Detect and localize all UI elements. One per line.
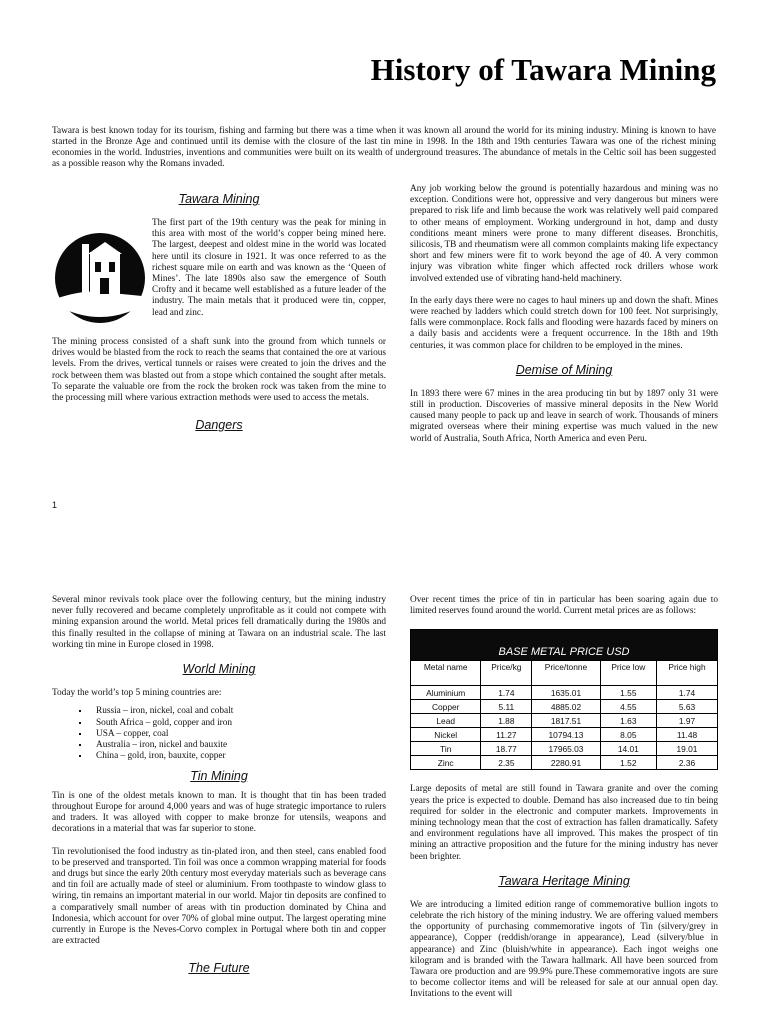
table-cell: 10794.13 — [532, 728, 600, 742]
page-two-left-column — [52, 595, 386, 987]
table-cell: 1.97 — [656, 714, 717, 728]
table-cell: 1.55 — [600, 686, 656, 700]
table-cell: 18.77 — [481, 742, 532, 756]
table-cell: 1.52 — [600, 756, 656, 770]
page-number: 1 — [52, 500, 58, 510]
page-two-right-column — [410, 595, 718, 1012]
column-header: Price high — [656, 661, 717, 686]
column-header: Price low — [600, 661, 656, 686]
list-item: ▪ China – gold, iron, bauxite, copper — [90, 751, 386, 762]
table-cell: Tin — [411, 742, 481, 756]
table-cell: 11.48 — [656, 728, 717, 742]
mine-engine-house-icon — [52, 230, 148, 326]
list-item: ▪ Russia – iron, nickel, coal and cobalt — [90, 706, 386, 717]
heading-tawara-heritage-mining: Tawara Heritage Mining — [498, 873, 630, 888]
tin-mining-p2: Tin revolutionised the food industry as tin-plated iron, and then steel, cans enabled food to be preserved and transported. Tin foil was once a common wrapping material for foods and drugs but since the early 20th century most everyday materials such as beverage cans and tin foil are actually made of steel or aluminium. From toothpaste to window glass to wiring, tin remains an important material in our world. Major tin deposits are confined to a comparatively small number of areas with tin production dominated by China and Indonesia, which account for over 70% of global mine output. The largest operating mine currently in Europe is the Neves-Corvo complex in Portugal where both tin and copper are extracted — [52, 846, 386, 947]
intro-paragraph: Tawara is best known today for its tourism, fishing and farming but there was a time when it was known all around the world for its mining industry. Mining is known to have started in the Bronze Age and continued until its demise with the closure of the last tin mine in 1998. In the 18th and 19th centuries Tawara was one of the richest mining economies in the world. Industries, inventions and communities were built on its wealth of underground treasures. The abundance of metals in the Celtic soil has been suggested as a possible reason why the Romans invaded. — [52, 126, 716, 170]
table-cell: 19.01 — [656, 742, 717, 756]
table-cell: 8.05 — [600, 728, 656, 742]
heritage-p1: We are introducing a limited edition range of commemorative bullion ingots to celebrate the rich history of the mining industry. We are offering valued members the opportunity of purchasing commemorative ingots of Tin (silvery/grey in appearance), Copper (reddish/orange in appearance), Lead (silvery/blue in appearance) and Zinc (bluish/white in appearance). Each ingot weighs one kilogram and is branded with the Tawara hallmark. All have been sourced from Tawara ore production and are 99.9% pure.These commemorative ingots are sure to become collector items and will be released for sale at our annual open day. Invitations to the event will — [410, 899, 718, 1000]
column-header: Price/tonne — [532, 661, 600, 686]
table-cell: Zinc — [411, 756, 481, 770]
table-cell: Copper — [411, 700, 481, 714]
table-cell: 2280.91 — [532, 756, 600, 770]
price-table-wrap — [410, 629, 718, 770]
table-cell: 2.35 — [481, 756, 532, 770]
table-cell: 1.74 — [656, 686, 717, 700]
table-cell: 5.11 — [481, 700, 532, 714]
table-cell: 1817.51 — [532, 714, 600, 728]
table-cell: 4.55 — [600, 700, 656, 714]
heading-world-mining: World Mining — [182, 662, 256, 677]
table-cell: 14.01 — [600, 742, 656, 756]
table-cell: 1.63 — [600, 714, 656, 728]
table-row — [411, 714, 718, 728]
tawara-mining-p2: The mining process consisted of a shaft sunk into the ground from which tunnels or drives would be blasted from the rock to reach the seams that contained the ore at various levels. From the drives, vertical tunnels or raises were created to join the drives and the rock between them was blasted out from a stope which contained the sought after metals. To separate the valuable ore from the rock the broken rock was taken from the mine to the processing mill where various extraction methods were used to access the metals. — [52, 337, 386, 404]
top-mining-countries-list — [52, 706, 386, 762]
table-cell: 2.36 — [656, 756, 717, 770]
table-cell: 1.74 — [481, 686, 532, 700]
tawara-mining-p1: The first part of the 19th century was the peak for mining in this area with most of the world’s copper being mined here. The largest, deepest and oldest mine in the world was located here until its closure in 1921. It was once referred to as the richest square mile on earth and was known as the ‘Queen of Mines’. The late 1890s also saw the emergence of South Crofty and it became well established as a future leader of the industry. The main metals that it produced were tin, copper, lead and zinc. — [152, 218, 386, 318]
left-column — [52, 186, 386, 444]
table-cell: 1635.01 — [532, 686, 600, 700]
table-cell: Lead — [411, 714, 481, 728]
column-header: Metal name — [411, 661, 481, 686]
table-row — [411, 686, 718, 700]
table-caption: BASE METAL PRICE USD — [411, 630, 718, 661]
table-cell: 5.63 — [656, 700, 717, 714]
table-cell: 11.27 — [481, 728, 532, 742]
table-row — [411, 700, 718, 714]
table-cell: Nickel — [411, 728, 481, 742]
heading-dangers: Dangers — [195, 418, 243, 433]
dangers-p2: In the early days there were no cages to haul miners up and down the shaft. Mines were reached by ladders which could stretch down for 100 feet. Not surprisingly, falls were commonplace. Rock falls and flooding were hazards faced by miners on a daily basis and accidents were a frequent occurrence. In the 18th and 19th centuries, it was common place for children to be employed in the mines. — [410, 295, 718, 351]
tin-mining-p1: Tin is one of the oldest metals known to man. It is thought that tin has been traded throughout Europe for around 4,000 years and was of huge strategic importance to rulers and traders. It was alloyed with copper to make bronze for utensils, weapons and decorations in a material that was far superior to stone. — [52, 790, 386, 835]
table-cell: Aluminium — [411, 686, 481, 700]
heading-tin-mining: Tin Mining — [190, 768, 248, 783]
list-item: ▪ USA – copper, coal — [90, 729, 386, 740]
table-cell: 4885.02 — [532, 700, 600, 714]
table-header-row — [411, 661, 718, 686]
list-item: ▪ South Africa – gold, copper and iron — [90, 718, 386, 729]
page-title: History of Tawara Mining — [370, 52, 716, 87]
heading-tawara-mining: Tawara Mining — [178, 192, 260, 206]
heading-the-future: The Future — [188, 961, 250, 976]
table-cell: 1.88 — [481, 714, 532, 728]
right-column — [410, 184, 718, 456]
list-item: ▪ Australia – iron, nickel and bauxite — [90, 740, 386, 751]
demise-p1: In 1893 there were 67 mines in the area producing tin but by 1897 only 31 were still in production. Discoveries of massive mineral deposits in the New World caused many people to pack up and leave in search of work. Thousands of miners migrated overseas where their mining expertise was much valued in the new world of Australia, South Africa, North America and even Peru. — [410, 388, 718, 444]
dangers-p1: Any job working below the ground is potentially hazardous and mining was no exception. Conditions were hot, oppressive and very dangerous but miners were prepared to risk life and limb because the work was relatively well paid compared to other means of employment. Working underground in hot, damp and dusty conditions meant miners were prone to many different diseases. Bronchitis, silicosis, TB and rheumatism were all common complaints making life expectancy short and few miners were fit to work beyond the age of 40. A very common injury was vibration white finger which affected rock drillers whose work involved extended use of vibrating hand-held machinery. — [410, 184, 718, 284]
table-cell: 17965.03 — [532, 742, 600, 756]
table-row — [411, 728, 718, 742]
world-mining-intro: Today the world’s top 5 mining countries are: — [52, 688, 222, 699]
tawara-mining-block — [52, 218, 386, 326]
future-p1: Over recent times the price of tin in particular has been soaring again due to limited reserves found around the world. Current metal prices are as follows: — [410, 595, 718, 617]
future-p2: Large deposits of metal are still found in Tawara granite and over the coming years the price is expected to double. Demand has also increased due to tin being required for solder in the electronic and computer markets. Improvements in mining technology mean that the cost of extraction has fallen dramatically. Safety and environment regulations have all improved. This makes the prospect of tin mining an attractive proposition and the future for the mining industry has never been brighter. — [410, 784, 718, 862]
base-metal-price-table — [410, 629, 718, 770]
heading-demise-of-mining: Demise of Mining — [515, 362, 613, 377]
table-row — [411, 742, 718, 756]
demise-p2: Several minor revivals took place over the following century, but the mining industry never fully recovered and became completely unprofitable as it could not compete with mining expansion around the world. Metal prices fell dramatically during the 1980s and this finally resulted in the collapse of mining at Tawara on an industrial scale. The last working tin mine in Europe closed in 1998. — [52, 595, 386, 650]
column-header: Price/kg — [481, 661, 532, 686]
table-row — [411, 756, 718, 770]
